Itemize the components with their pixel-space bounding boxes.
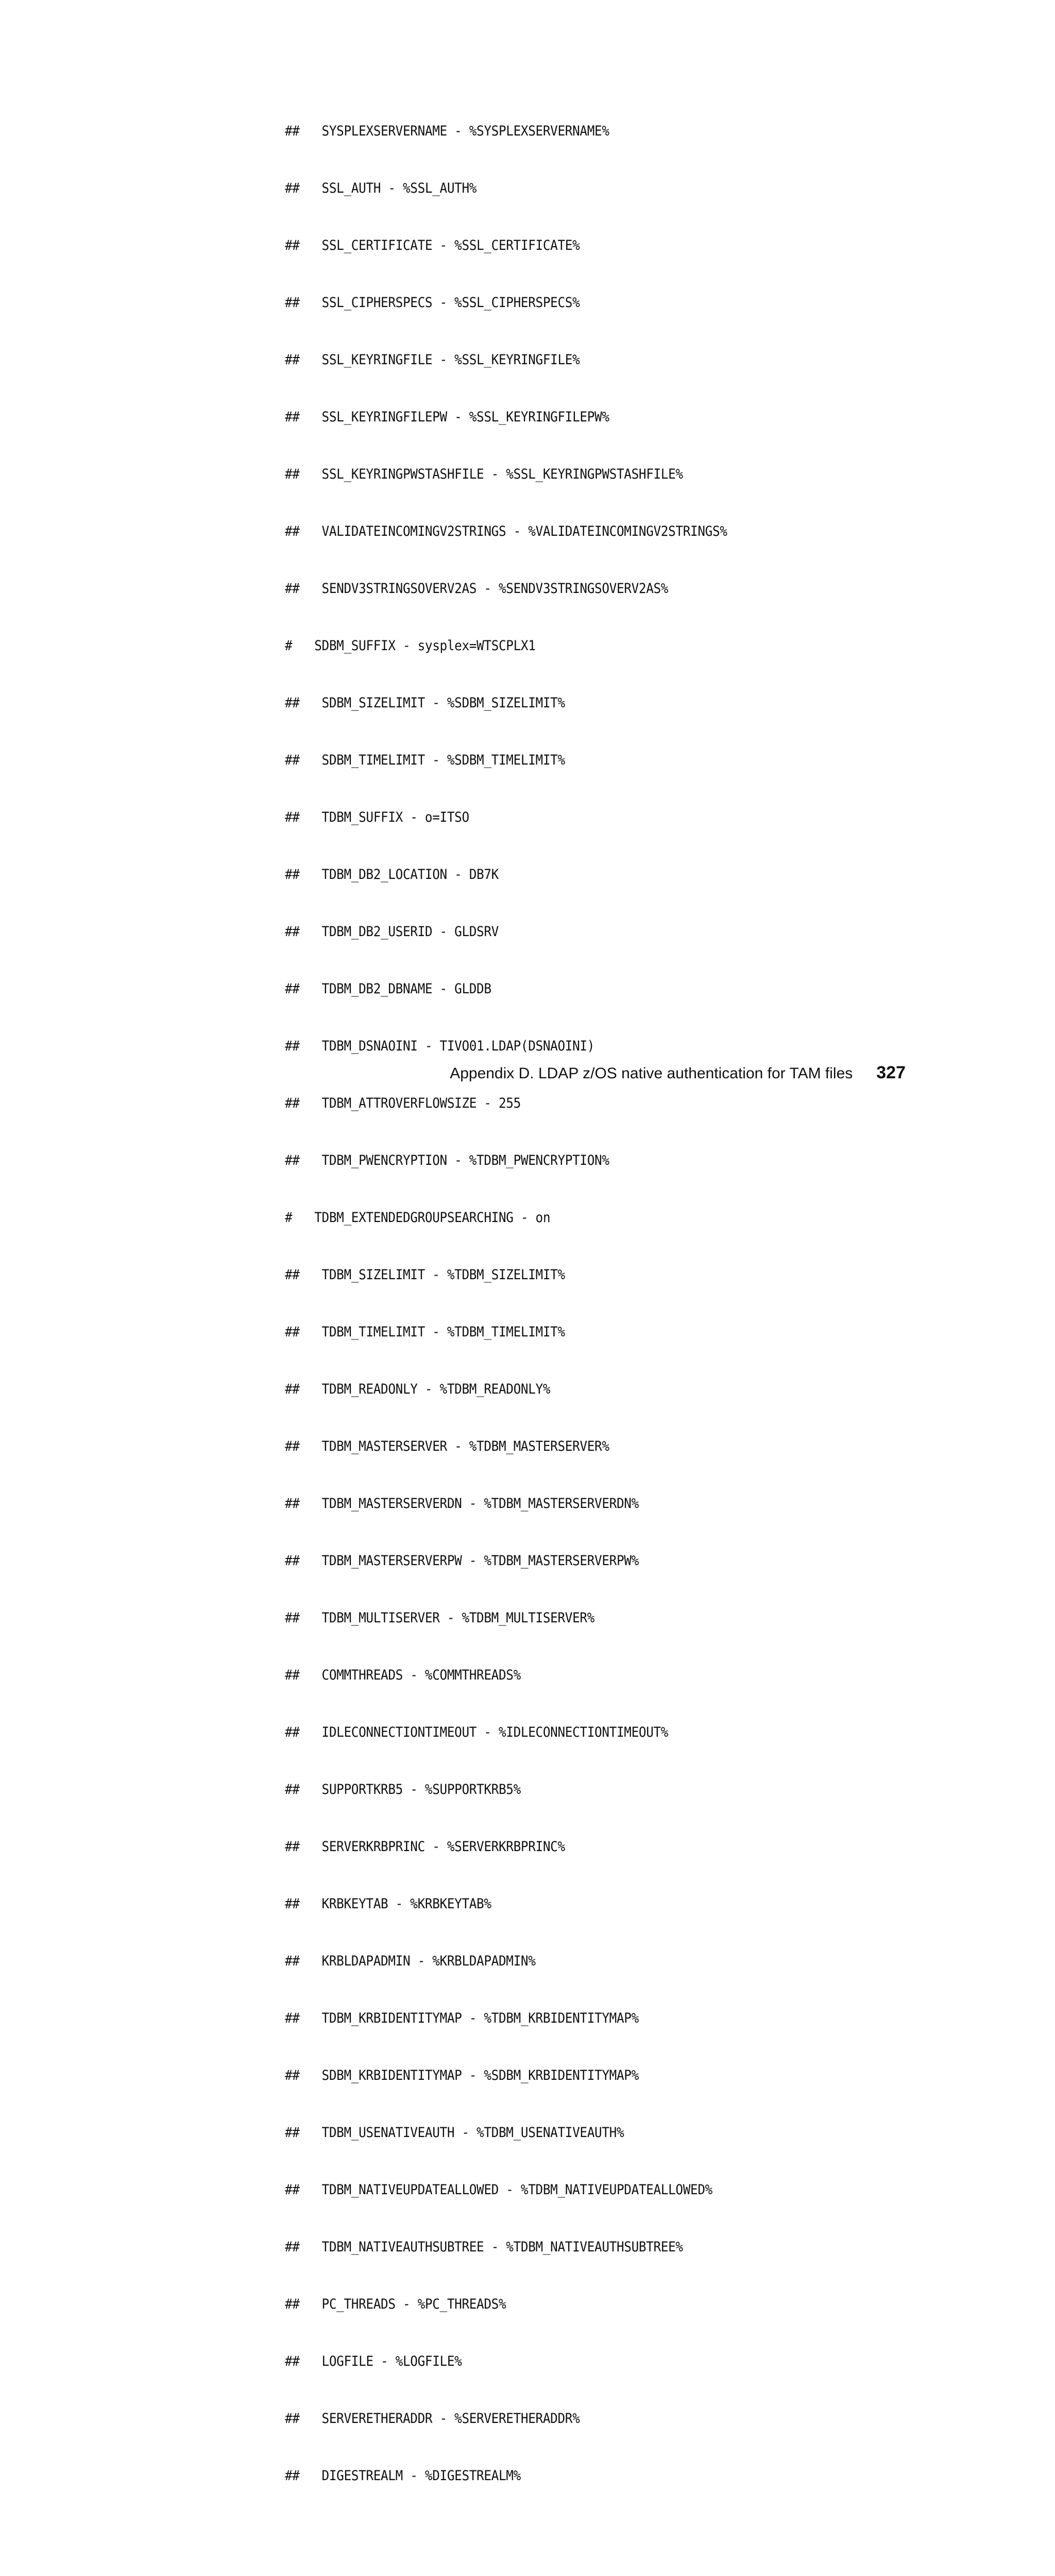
code-line: ## TDBM_DSNAOINI - TIVO01.LDAP(DSNAOINI) — [285, 1038, 595, 1054]
code-line: ## TDBM_DB2_LOCATION - DB7K — [285, 867, 499, 883]
code-line: ## SUPPORTKRB5 - %SUPPORTKRB5% — [285, 1782, 521, 1798]
code-line: ## SDBM_SIZELIMIT - %SDBM_SIZELIMIT% — [285, 695, 565, 711]
code-line: ## TDBM_TIMELIMIT - %TDBM_TIMELIMIT% — [285, 1324, 565, 1340]
code-line: ## SERVERETHERADDR - %SERVERETHERADDR% — [285, 2411, 580, 2427]
code-line: ## SYSPLEXSERVERNAME - %SYSPLEXSERVERNAME% — [285, 123, 609, 139]
code-line: ## TDBM_MASTERSERVERPW - %TDBM_MASTERSERVERPW% — [285, 1553, 639, 1569]
code-line: ## SSL_KEYRINGPWSTASHFILE - %SSL_KEYRINGPWSTASHFILE% — [285, 466, 683, 482]
code-line: # TDBM_EXTENDEDGROUPSEARCHING - on — [285, 1210, 551, 1226]
page-footer — [450, 1062, 906, 1084]
code-line: ## VALIDATEINCOMINGV2STRINGS - %VALIDATEINCOMINGV2STRINGS% — [285, 523, 727, 539]
code-line: ## SSL_CERTIFICATE - %SSL_CERTIFICATE% — [285, 238, 580, 253]
code-line: ## TDBM_ATTROVERFLOWSIZE - 255 — [285, 1095, 521, 1111]
code-line: ## TDBM_MASTERSERVERDN - %TDBM_MASTERSERVERDN% — [285, 1496, 639, 1512]
footer-title: Appendix D. LDAP z/OS native authentication for TAM files — [450, 1065, 853, 1082]
page-number: 327 — [876, 1063, 906, 1082]
code-line: ## PC_THREADS - %PC_THREADS% — [285, 2296, 506, 2312]
code-line: ## LOGFILE - %LOGFILE% — [285, 2353, 462, 2369]
code-line: ## TDBM_SIZELIMIT - %TDBM_SIZELIMIT% — [285, 1267, 565, 1283]
code-listing — [285, 83, 977, 2576]
code-line: ## KRBLDAPADMIN - %KRBLDAPADMIN% — [285, 1953, 536, 1969]
code-line: ## DIGESTREALM - %DIGESTREALM% — [285, 2468, 521, 2484]
code-line: ## TDBM_MULTISERVER - %TDBM_MULTISERVER% — [285, 1610, 595, 1626]
code-line: ## SDBM_KRBIDENTITYMAP - %SDBM_KRBIDENTITYMAP% — [285, 2067, 639, 2083]
code-line: ## SSL_KEYRINGFILE - %SSL_KEYRINGFILE% — [285, 352, 580, 368]
code-line: ## SSL_KEYRINGFILEPW - %SSL_KEYRINGFILEPW% — [285, 409, 609, 425]
code-line: ## TDBM_DB2_DBNAME - GLDDB — [285, 981, 491, 997]
code-line: ## COMMTHREADS - %COMMTHREADS% — [285, 1667, 521, 1683]
code-line: # SDBM_SUFFIX - sysplex=WTSCPLX1 — [285, 638, 536, 654]
code-line: ## TDBM_KRBIDENTITYMAP - %TDBM_KRBIDENTITYMAP% — [285, 2010, 639, 2026]
code-line: ## TDBM_USENATIVEAUTH - %TDBM_USENATIVEAUTH% — [285, 2125, 624, 2141]
code-line: ## TDBM_NATIVEUPDATEALLOWED - %TDBM_NATIVEUPDATEALLOWED% — [285, 2182, 712, 2198]
code-line: ## TDBM_READONLY - %TDBM_READONLY% — [285, 1381, 551, 1397]
code-line: ## SSL_CIPHERSPECS - %SSL_CIPHERSPECS% — [285, 295, 580, 311]
code-line: ## TDBM_DB2_USERID - GLDSRV — [285, 924, 499, 940]
code-line: ## TDBM_MASTERSERVER - %TDBM_MASTERSERVER% — [285, 1438, 609, 1454]
code-line: ## TDBM_NATIVEAUTHSUBTREE - %TDBM_NATIVEAUTHSUBTREE% — [285, 2239, 683, 2255]
code-line: ## TDBM_SUFFIX - o=ITSO — [285, 809, 469, 825]
code-line-blank — [285, 2523, 977, 2543]
code-line: ## SENDV3STRINGSOVERV2AS - %SENDV3STRINGSOVERV2AS% — [285, 581, 669, 597]
code-line: ## SERVERKRBPRINC - %SERVERKRBPRINC% — [285, 1839, 565, 1855]
code-line: ## SSL_AUTH - %SSL_AUTH% — [285, 180, 477, 196]
code-line: ## KRBKEYTAB - %KRBKEYTAB% — [285, 1896, 491, 1912]
code-line: ## SDBM_TIMELIMIT - %SDBM_TIMELIMIT% — [285, 752, 565, 768]
code-line: ## TDBM_PWENCRYPTION - %TDBM_PWENCRYPTION% — [285, 1153, 609, 1168]
code-line: ## IDLECONNECTIONTIMEOUT - %IDLECONNECTIONTIMEOUT% — [285, 1724, 669, 1740]
